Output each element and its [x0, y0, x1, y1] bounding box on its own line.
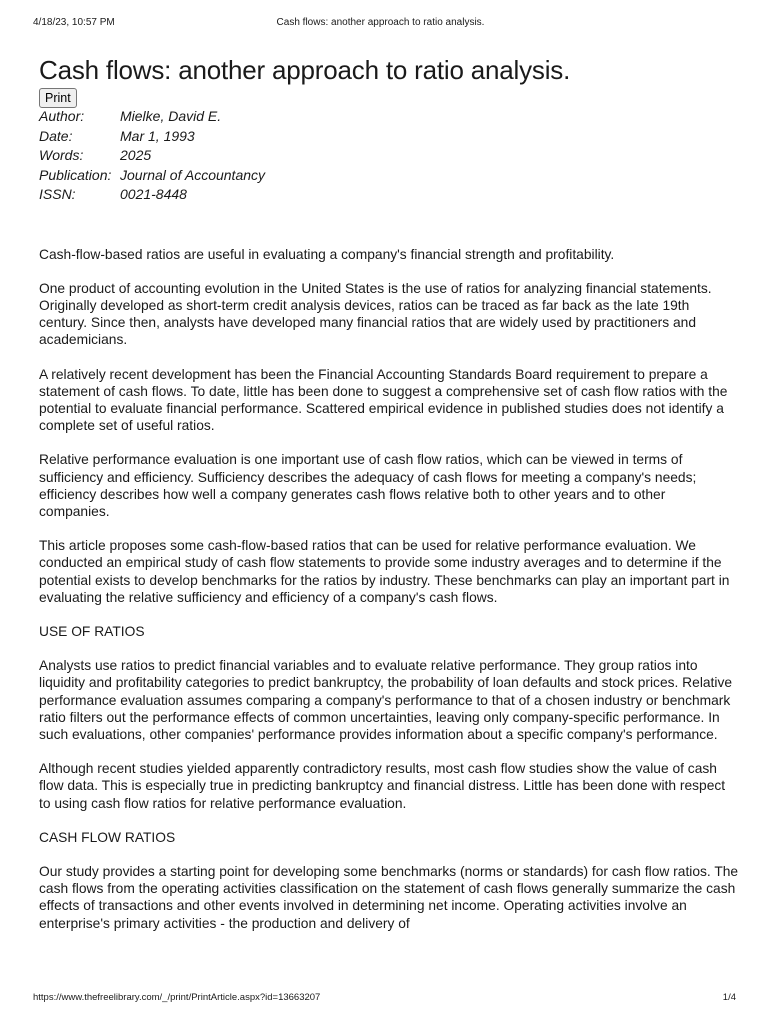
article-body	[39, 246, 739, 932]
paragraph: Relative performance evaluation is one important use of cash flow ratios, which can be viewed in terms of sufficiency and efficiency. Sufficiency describes the adequacy of cash flows for meeting a company's needs; efficiency describes how well a company generates cash flows relative both to other years and to other companies.	[39, 452, 697, 519]
meta-value: Mielke, David E.	[120, 108, 222, 124]
meta-row-words	[39, 146, 265, 166]
section-heading-use-of-ratios: USE OF RATIOS	[39, 623, 145, 639]
print-page-number: 1/4	[722, 992, 736, 1003]
meta-key: Words:	[39, 147, 84, 163]
meta-key: Author:	[39, 108, 85, 124]
meta-key: Date:	[39, 127, 73, 144]
paragraph: Cash-flow-based ratios are useful in evaluating a company's financial strength and profitability.	[39, 246, 615, 262]
meta-row-publication	[39, 166, 265, 186]
section-heading-cash-flow-ratios: CASH FLOW RATIOS	[39, 829, 176, 845]
meta-value: Mar 1, 1993	[120, 127, 195, 144]
print-footer	[33, 992, 736, 1006]
article	[39, 52, 739, 949]
meta-key: ISSN:	[39, 186, 76, 202]
meta-value: 2025	[120, 147, 152, 163]
meta-value: 0021-8448	[120, 186, 187, 202]
paragraph: This article proposes some cash-flow-based ratios that can be used for relative performance evaluation. We conducted an empirical study of cash flow statements to provide some industry averages and to determine if the potential exists to develop benchmarks for the ratios by industry. These benchmarks can play an important part in evaluating the relative sufficiency and efficiency of a company's cash flows.	[39, 538, 730, 605]
meta-key: Publication:	[39, 166, 112, 183]
print-url: https://www.thefreelibrary.com/_/print/PrintArticle.aspx?id=13663207	[33, 992, 321, 1003]
paragraph: Analysts use ratios to predict financial variables and to evaluate relative performance. They group ratios into liquidity and profitability categories to predict bankruptcy, the probability of loan defaults and stock prices. Relative performance evaluation assumes comparing a company's performance to that of a chosen industry or benchmark ratio filters out the performance effects of common uncertainties, leaving only company-specific performance. In such evaluations, other companies' performance provides information about a specific company's performance.	[39, 658, 733, 742]
print-button[interactable]: Print	[39, 88, 77, 108]
article-meta	[39, 107, 265, 205]
paragraph: Our study provides a starting point for developing some benchmarks (norms or standards) for cash flow ratios. The cash flows from the operating activities classification on the statement of cash flows generally summarize the cash effects of transactions and other events involved in determining net income. Operating activities involve an enterprise's primary activities - the production and delivery of	[39, 863, 739, 931]
paragraph: A relatively recent development has been the Financial Accounting Standards Board requirement to prepare a statement of cash flows. To date, little has been done to suggest a comprehensive set of cash flow ratios with the potential to evaluate financial performance. Scattered empirical evidence in published studies does not identify a complete set of useful ratios.	[39, 366, 728, 434]
meta-value: Journal of Accountancy	[120, 166, 266, 183]
print-page-title: Cash flows: another approach to ratio analysis.	[276, 17, 485, 28]
article-title: Cash flows: another approach to ratio analysis.	[39, 55, 571, 85]
print-datetime: 4/18/23, 10:57 PM	[33, 17, 115, 28]
meta-row-date	[39, 127, 265, 147]
paragraph: One product of accounting evolution in the United States is the use of ratios for analyzing financial statements. Originally developed as short-term credit analysis devices, ratios can be traced as far back as the late 19th century. Since then, analysts have developed many financial ratios that are widely used by practitioners and academicians.	[39, 280, 712, 348]
print-header	[33, 17, 728, 31]
meta-row-issn	[39, 185, 265, 205]
meta-row-author	[39, 107, 265, 127]
paragraph: Although recent studies yielded apparently contradictory results, most cash flow studies show the value of cash flow data. This is especially true in predicting bankruptcy and financial distress. Little has been done with respect to using cash flow ratios for relative performance evaluation.	[39, 761, 726, 811]
